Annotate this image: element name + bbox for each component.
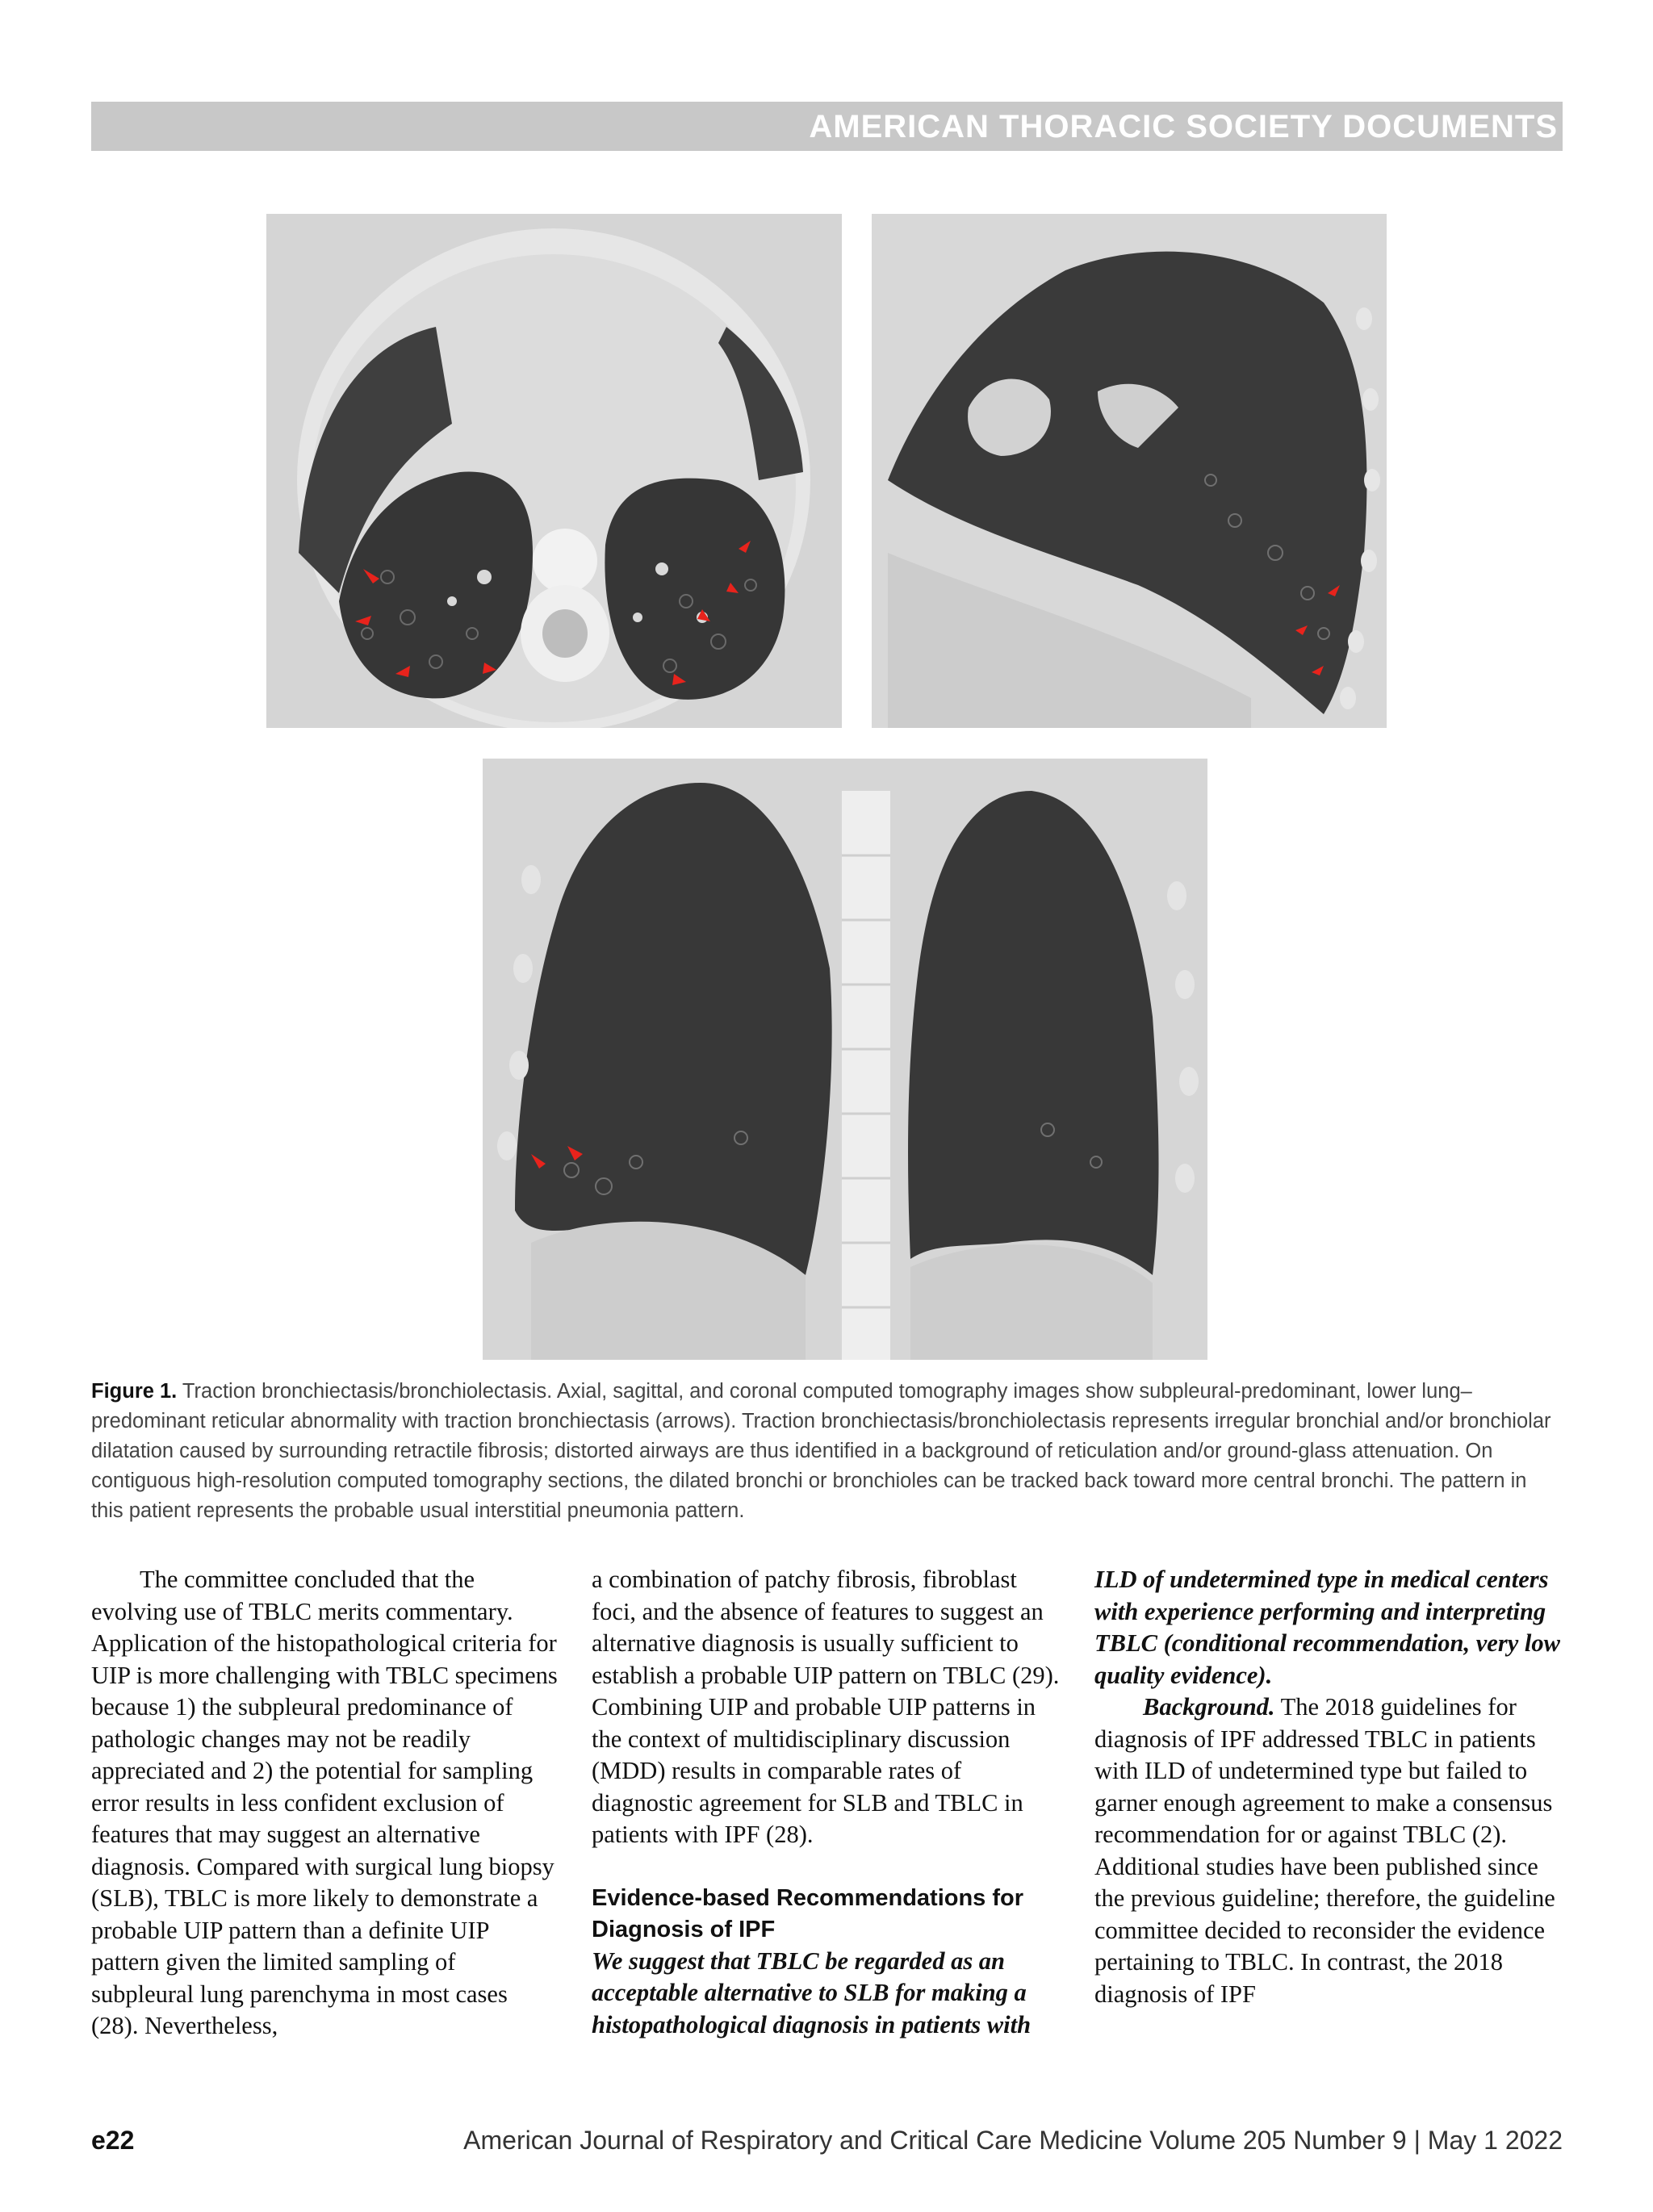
journal-citation: American Journal of Respiratory and Critical Care Medicine Volume 205 Number 9 | May 1 2022: [463, 2126, 1563, 2155]
ct-image-coronal: [483, 759, 1207, 1360]
axial-ct-drawing: [266, 214, 842, 728]
background-label: Background.: [1143, 1693, 1275, 1721]
body-paragraph: a combination of patchy fibrosis, fibroblast foci, and the absence of features to suggest an alternative diagnosis is usually sufficient to establish a probable UIP pattern on TBLC (29). Combining UIP and probable UIP patterns in the context of multidisciplinary discussion (MDD) results in comparable rates of diagnostic agreement for SLB and TBLC in patients with IPF (28).: [592, 1566, 1060, 1848]
text-column-1: [91, 1564, 559, 2043]
ct-image-axial: [266, 214, 842, 728]
section-heading: Evidence-based Recommendations for Diagnosis of IPF: [592, 1884, 1024, 1942]
figure-caption: [91, 1377, 1563, 1526]
background-text: The 2018 guidelines for diagnosis of IPF addressed TBLC in patients with ILD of undetermined type but failed to garner enough agreement to make a consensus recommendation for or against TBLC (2). Additional studies have been published since the previous guideline; therefore, the guideline committee decided to reconsider the evidence pertaining to TBLC. In contrast, the 2018 diagnosis of IPF: [1094, 1693, 1555, 2008]
background-paragraph: [1094, 1691, 1563, 2010]
ct-image-sagittal: [872, 214, 1387, 728]
header-bar: [91, 102, 1563, 151]
page-number: e22: [91, 2126, 135, 2155]
recommendation-text: We suggest that TBLC be regarded as an acceptable alternative to SLB for making a histopathological diagnosis in patients with: [592, 1946, 1032, 2038]
figure-label: Figure 1.: [91, 1380, 178, 1403]
coronal-ct-drawing: [483, 759, 1207, 1360]
text-column-3: [1094, 1564, 1563, 2010]
sagittal-ct-drawing: [872, 214, 1387, 728]
journal-section-title: AMERICAN THORACIC SOCIETY DOCUMENTS: [809, 109, 1558, 144]
recommendation-text: ILD of undetermined type in medical centers with experience performing and interpreting TBLC (conditional recommendation, very low quality evidence).: [1094, 1566, 1560, 1689]
figure-caption-text: Traction bronchiectasis/bronchiolectasis. Axial, sagittal, and coronal computed tomography images show subpleural-predominant, lower lung–predominant reticular abnormality with traction bronchiectasis (arrows). Traction bronchiectasis/bronchiolectasis represents irregular bronchial and/or bronchiolar dilatation caused by surrounding retractile fibrosis; distorted airways are thus identified in a background of reticulation and/or ground-glass attenuation. On contiguous high-resolution computed tomography sections, the dilated bronchi or bronchioles can be tracked back toward more central bronchi. The pattern in this patient represents the probable usual interstitial pneumonia pattern.: [91, 1380, 1551, 1522]
text-column-2: [592, 1564, 1060, 2041]
body-paragraph: The committee concluded that the evolving use of TBLC merits commentary. Application of the histopathological criteria for UIP is more challenging with TBLC specimens because 1) the subpleural predominance of pathologic changes may not be readily appreciated and 2) the potential for sampling error results in less confident exclusion of features that may suggest an alternative diagnosis. Compared with surgical lung biopsy (SLB), TBLC is more likely to demonstrate a probable UIP pattern than a definite UIP pattern given the limited sampling of subpleural lung parenchyma in most cases (28). Nevertheless,: [91, 1566, 558, 2039]
